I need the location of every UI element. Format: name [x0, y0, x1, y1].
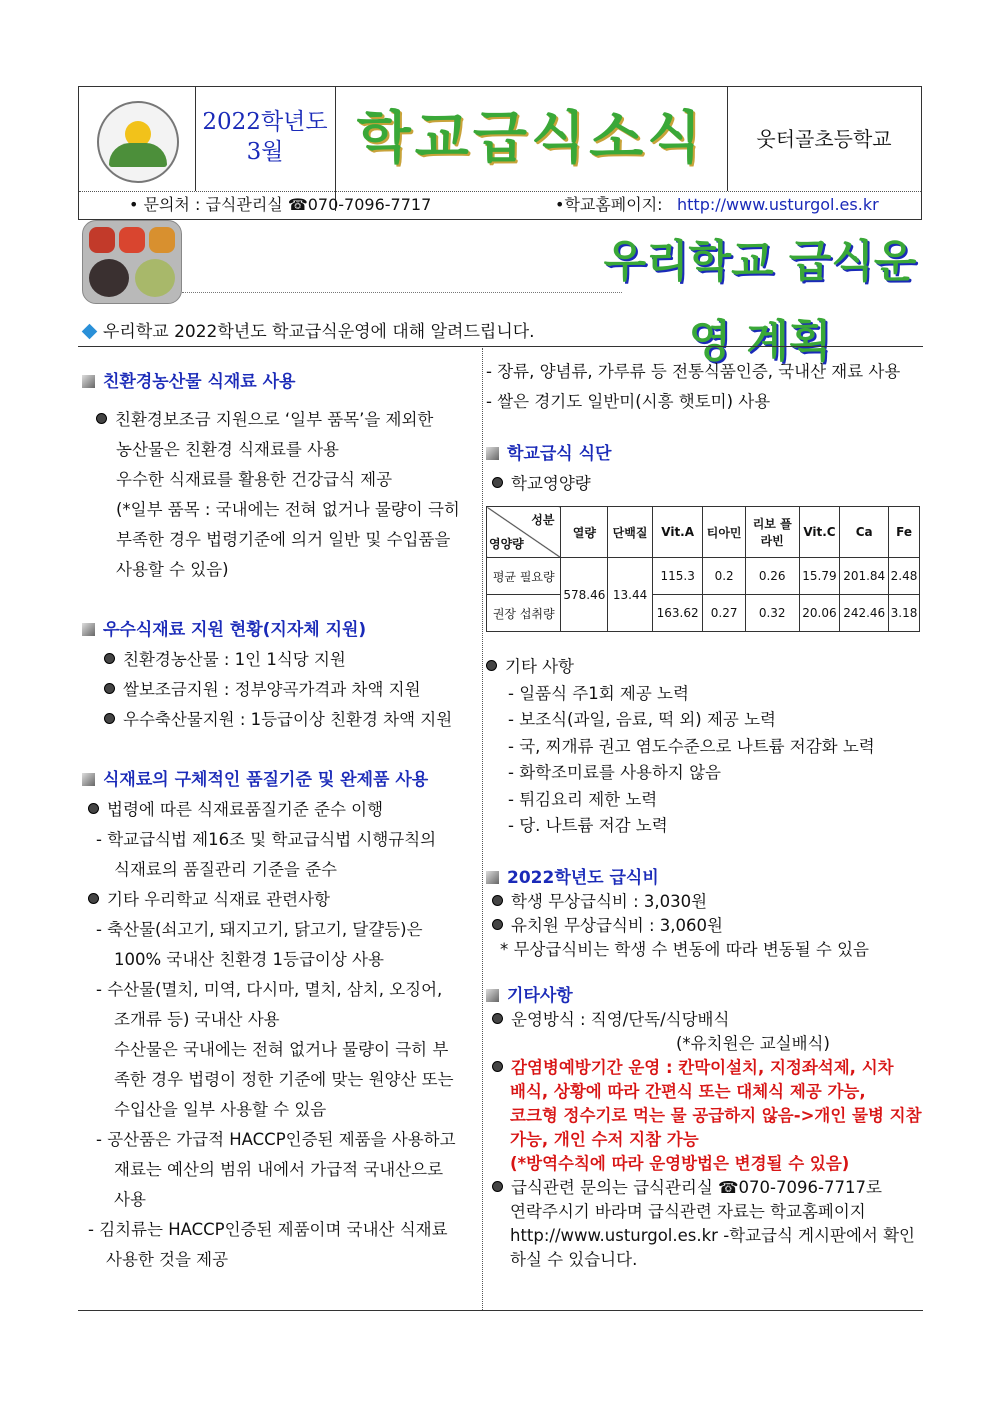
- table-cell: 163.62: [652, 595, 703, 632]
- header-contact-row: [79, 191, 921, 219]
- bullet-icon: [492, 477, 503, 488]
- cube-bullet-icon: [82, 375, 95, 388]
- list-item: - 국, 찌개류 권고 염도수준으로 나트륨 저감화 노력: [508, 736, 875, 756]
- column-header: 티아민: [703, 507, 745, 558]
- list-item: 하실 수 있습니다.: [510, 1250, 638, 1269]
- school-name: 웃터골초등학교: [756, 127, 892, 151]
- list-item: 학생 무상급식비 : 3,030원: [486, 890, 869, 914]
- newsletter-header: [78, 86, 922, 220]
- list-item: 재료는 예산의 범위 내에서 가급적 국내산으로: [114, 1160, 444, 1179]
- cube-bullet-icon: [486, 989, 499, 1002]
- bullet-icon: [486, 660, 497, 671]
- left-column: [82, 367, 460, 1275]
- list-item: 농산물은 친환경 식재료를 사용: [116, 440, 339, 459]
- list-item: 수산물은 국내에는 전혀 없거나 물량이 극히 부: [114, 1040, 449, 1059]
- list-item: 우수한 식재료를 활용한 건강급식 제공: [116, 470, 393, 489]
- bottom-rule: [78, 1310, 923, 1311]
- table-cell: 15.79: [799, 558, 840, 595]
- school-logo: [97, 101, 179, 183]
- section-support: 우수식재료 지원 현황(지자체 지원): [82, 615, 460, 645]
- list-item: 친환경보조금 지원으로 ‘일부 품목’을 제외한: [82, 405, 460, 435]
- list-item: - 튀김요리 제한 노력: [508, 789, 658, 809]
- table-cell: 201.84: [840, 558, 889, 595]
- list-item: 우수축산물지원 : 1등급이상 친환경 차액 지원: [82, 705, 460, 735]
- table-row: [487, 558, 920, 595]
- cube-bullet-icon: [82, 623, 95, 636]
- table-cell: 2.48: [889, 558, 920, 595]
- section-fee: 2022학년도 급식비: [486, 866, 869, 890]
- column-header: 리보 플라빈: [745, 507, 799, 558]
- column-header: 열량: [561, 507, 608, 558]
- contact-info: • 문의처 : 급식관리실 ☎070-7096-7717: [129, 195, 432, 214]
- list-item: (*방역수칙에 따라 운영방법은 변경될 수 있음): [510, 1154, 850, 1173]
- intro-text: 우리학교 2022학년도 학교급식운영에 대해 알려드립니다.: [103, 322, 535, 342]
- list-item: 감염병예방기간 운영 : 칸막이설치, 지정좌석제, 시차: [486, 1056, 922, 1080]
- homepage-label: •학교홈페이지:: [555, 195, 663, 214]
- list-item: 사용할 수 있음): [116, 560, 229, 579]
- table-cell: 20.06: [799, 595, 840, 632]
- table-header-row: [487, 507, 920, 558]
- energy-cell: 578.46: [561, 558, 608, 632]
- fee-note: * 무상급식비는 학생 수 변동에 따라 변동될 수 있음: [500, 940, 869, 959]
- cube-bullet-icon: [486, 871, 499, 884]
- bullet-icon: [96, 413, 107, 424]
- list-item: 운영방식 : 직영/단독/식당배식: [486, 1008, 922, 1032]
- bullet-icon: [492, 1181, 503, 1192]
- nutrition-label: 학교영양량: [486, 469, 900, 499]
- column-header: 단백질: [608, 507, 653, 558]
- nutrition-table: [486, 506, 920, 632]
- table-cell: 0.26: [745, 558, 799, 595]
- banner-divider: [182, 292, 622, 293]
- bullet-icon: [104, 713, 115, 724]
- section-quality: 식재료의 구체적인 품질기준 및 완제품 사용: [82, 765, 460, 795]
- list-item: 부족한 경우 법령기준에 의거 일반 및 수입품을: [116, 530, 451, 549]
- cube-bullet-icon: [82, 773, 95, 786]
- protein-cell: 13.44: [608, 558, 653, 632]
- bullet-icon: [492, 919, 503, 930]
- table-cell: 0.32: [745, 595, 799, 632]
- list-item: 친환경농산물 : 1인 1식당 지원: [82, 645, 460, 675]
- list-item: 사용: [114, 1190, 146, 1209]
- bullet-icon: [492, 1013, 503, 1024]
- list-item: (*유치원은 교실배식): [676, 1034, 830, 1053]
- bullet-icon: [88, 803, 99, 814]
- list-item: - 일품식 주1회 제공 노력: [508, 683, 689, 703]
- list-item: 쌀보조금지원 : 정부양곡가격과 차액 지원: [82, 675, 460, 705]
- list-item: - 축산물(쇠고기, 돼지고기, 닭고기, 달걀등)은: [96, 920, 423, 939]
- list-item: (*일부 품목 : 국내에는 전혀 없거나 물량이 극히: [116, 500, 460, 519]
- list-item: 기타 우리학교 식재료 관련사항: [82, 885, 460, 915]
- section-eco-produce: 친환경농산물 식재료 사용: [82, 367, 460, 397]
- top-rule: [78, 346, 923, 347]
- corner-top-label: 성분: [531, 513, 555, 527]
- list-item: - 쌀은 경기도 일반미(시흥 햇토미) 사용: [486, 392, 771, 411]
- row-label: 권장 섭취량: [487, 595, 561, 632]
- table-row: [487, 595, 920, 632]
- list-item: 법령에 따른 식재료품질기준 준수 이행: [82, 795, 460, 825]
- column-divider: [482, 348, 483, 1310]
- list-item: 급식관련 문의는 급식관리실 ☎070-7096-7717로: [486, 1176, 922, 1200]
- right-column-etc: [486, 654, 875, 840]
- bullet-icon: [88, 893, 99, 904]
- corner-bottom-label: 영양량: [489, 537, 524, 551]
- list-item: 식재료의 품질관리 기준을 준수: [114, 860, 337, 879]
- issue-year: 2022학년도: [202, 109, 328, 135]
- list-item: - 보조식(과일, 음료, 떡 외) 제공 노력: [508, 710, 776, 729]
- newsletter-title: 학교급식소식: [335, 87, 728, 191]
- list-item: http://www.usturgol.es.kr -학교급식 게시판에서 확인: [510, 1226, 915, 1245]
- list-item: - 화학조미료를 사용하지 않음: [508, 763, 721, 782]
- column-header: Ca: [840, 507, 889, 558]
- list-item: - 공산품은 가급적 HACCP인증된 제품을 사용하고: [96, 1130, 456, 1149]
- header-top-row: [79, 87, 921, 192]
- column-header: Vit.A: [652, 507, 703, 558]
- cube-bullet-icon: [486, 447, 499, 460]
- list-item: 족한 경우 법령이 정한 기준에 맞는 원양산 또는: [114, 1070, 454, 1089]
- intro-line: [80, 318, 535, 346]
- row-label: 평균 필요량: [487, 558, 561, 595]
- list-item: - 수산물(멸치, 미역, 다시마, 멸치, 삼치, 오징어,: [96, 980, 443, 999]
- list-item: 가능, 개인 수저 지참 가능: [510, 1130, 699, 1149]
- list-item: 연락주시기 바라며 급식관련 자료는 학교홈페이지: [510, 1202, 866, 1221]
- bullet-icon: [492, 895, 503, 906]
- bullet-icon: [492, 1061, 503, 1072]
- bullet-icon: [104, 653, 115, 664]
- issue-month: 3월: [246, 139, 284, 165]
- list-item: 코크형 정수기로 먹는 물 공급하지 않음->개인 물병 지참: [510, 1106, 922, 1125]
- list-item: - 학교급식법 제16조 및 학교급식법 시행규칙의: [96, 830, 437, 849]
- table-corner-cell: [487, 507, 561, 558]
- list-item: 사용한 것을 제공: [106, 1250, 229, 1269]
- list-item: - 김치류는 HACCP인증된 제품이며 국내산 식재료: [88, 1220, 448, 1239]
- etc-label: 기타 사항: [486, 654, 875, 681]
- table-cell: 0.27: [703, 595, 745, 632]
- meal-tray-image: [82, 220, 182, 304]
- column-header: Vit.C: [799, 507, 840, 558]
- homepage-link[interactable]: http://www.usturgol.es.kr: [677, 195, 879, 214]
- list-item: - 장류, 양념류, 가루류 등 전통식품인증, 국내산 재료 사용: [486, 362, 901, 381]
- diamond-icon: [82, 324, 98, 340]
- section-menu: 학교급식 식단: [486, 439, 900, 469]
- right-column-top: [486, 357, 900, 499]
- bullet-icon: [104, 683, 115, 694]
- table-cell: 115.3: [652, 558, 703, 595]
- list-item: - 당. 나트륨 저감 노력: [508, 816, 668, 835]
- table-cell: 3.18: [889, 595, 920, 632]
- column-header: Fe: [889, 507, 920, 558]
- logo-cell: [79, 87, 196, 191]
- table-cell: 0.2: [703, 558, 745, 595]
- list-item: 수입산을 일부 사용할 수 있음: [114, 1100, 327, 1119]
- right-column-fee: [486, 866, 869, 962]
- list-item: 100% 국내산 친환경 1등급이상 사용: [114, 950, 384, 969]
- section-misc: 기타사항: [486, 984, 922, 1008]
- list-item: 배식, 상황에 따라 간편식 또는 대체식 제공 가능,: [510, 1082, 866, 1101]
- list-item: 조개류 등) 국내산 사용: [114, 1010, 280, 1029]
- table-cell: 242.46: [840, 595, 889, 632]
- list-item: 유치원 무상급식비 : 3,060원: [486, 914, 869, 938]
- right-column-misc: [486, 984, 922, 1272]
- plan-banner: 우리학교 급식운영 계획: [603, 236, 917, 367]
